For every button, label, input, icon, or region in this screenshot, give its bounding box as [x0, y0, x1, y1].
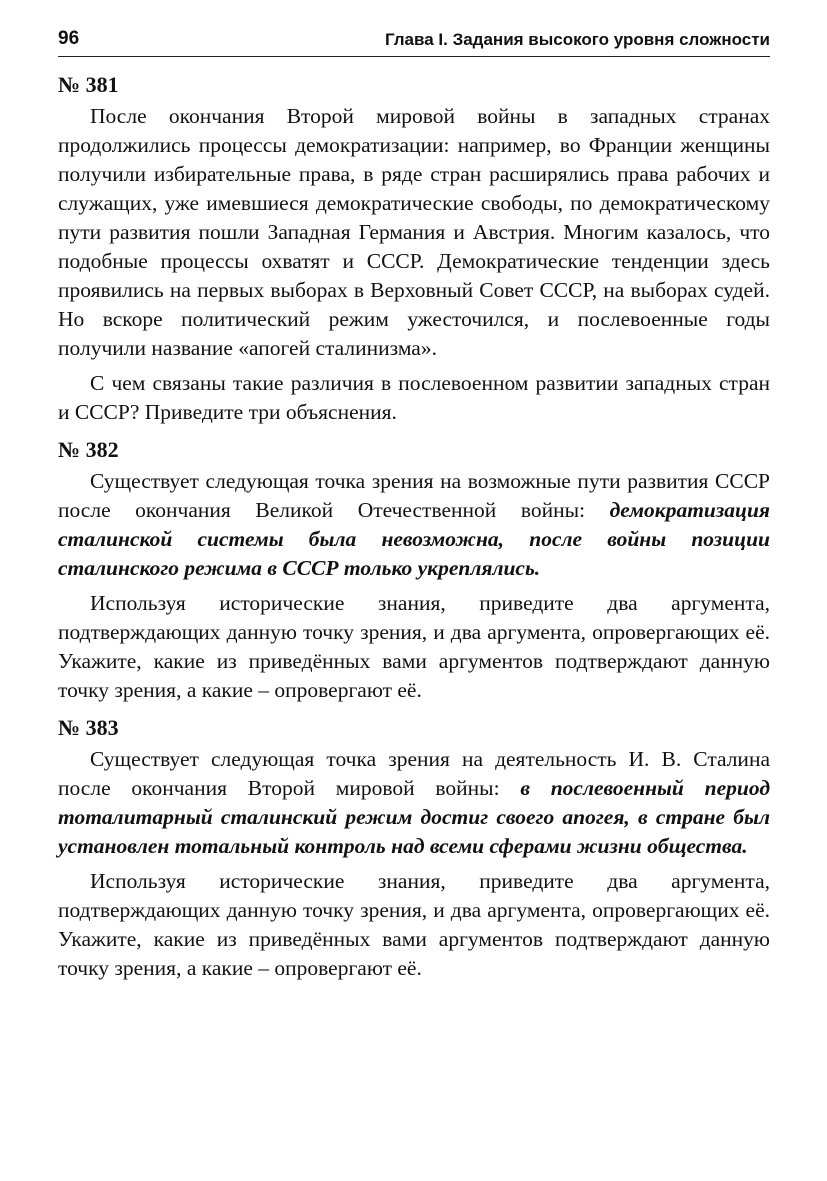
- task-383: [58, 713, 770, 983]
- page-number: 96: [58, 28, 80, 49]
- page-header: [58, 26, 770, 57]
- chapter-title: Глава I. Задания высокого уровня сложности: [384, 30, 770, 49]
- statement-quote: демократизация сталинской системы была невозможна, после войны позиции сталинского режима в СССР только укреплялись.: [58, 498, 770, 580]
- task-number: № 383: [58, 715, 119, 740]
- page-content: [58, 64, 770, 991]
- task-statement: [58, 467, 770, 583]
- task-question: Используя исторические знания, приведите два аргумента, подтверждающих данную точку зрения, и два аргумента, опровергающих её. Укажите, какие из приведённых вами аргументов подтверждают данную точку зрения, а какие – опровергают её.: [58, 869, 770, 980]
- statement-intro: Существует следующая точка зрения на деятельность И. В. Сталина после окончания Второй мировой войны:: [58, 747, 770, 800]
- task-381: [58, 70, 770, 427]
- task-paragraph: После окончания Второй мировой войны в западных странах продолжились процессы демократизации: например, во Франции женщины получили избирательные права, в ряде стран расширялись права рабочих и служащих, уже имевшиеся демократические свободы, по демократическому пути развития пошли Западная Германия и Австрия. Многим казалось, что подобные процессы охватят и СССР. Демократические тенденции здесь проявились на первых выборах в Верховный Совет СССР, на выборах судей. Но вскоре политический режим ужесточился, и послевоенные годы получили название «апогей сталинизма».: [58, 104, 770, 360]
- task-382: [58, 435, 770, 705]
- task-number: № 382: [58, 437, 119, 462]
- task-number: № 381: [58, 72, 119, 97]
- task-question: Используя исторические знания, приведите два аргумента, подтверждающих данную точку зрения, и два аргумента, опровергающих её. Укажите, какие из приведённых вами аргументов подтверждают данную точку зрения, а какие – опровергают её.: [58, 591, 770, 702]
- statement-intro: Существует следующая точка зрения на возможные пути развития СССР после окончания Великой Отечественной войны:: [58, 469, 770, 522]
- statement-quote: в послевоенный период тоталитарный сталинский режим достиг своего апогея, в стране был установлен тотальный контроль над всеми сферами жизни общества.: [58, 776, 770, 858]
- task-statement: [58, 745, 770, 861]
- task-question: С чем связаны такие различия в послевоенном развитии западных стран и СССР? Приведите три объяснения.: [58, 371, 770, 424]
